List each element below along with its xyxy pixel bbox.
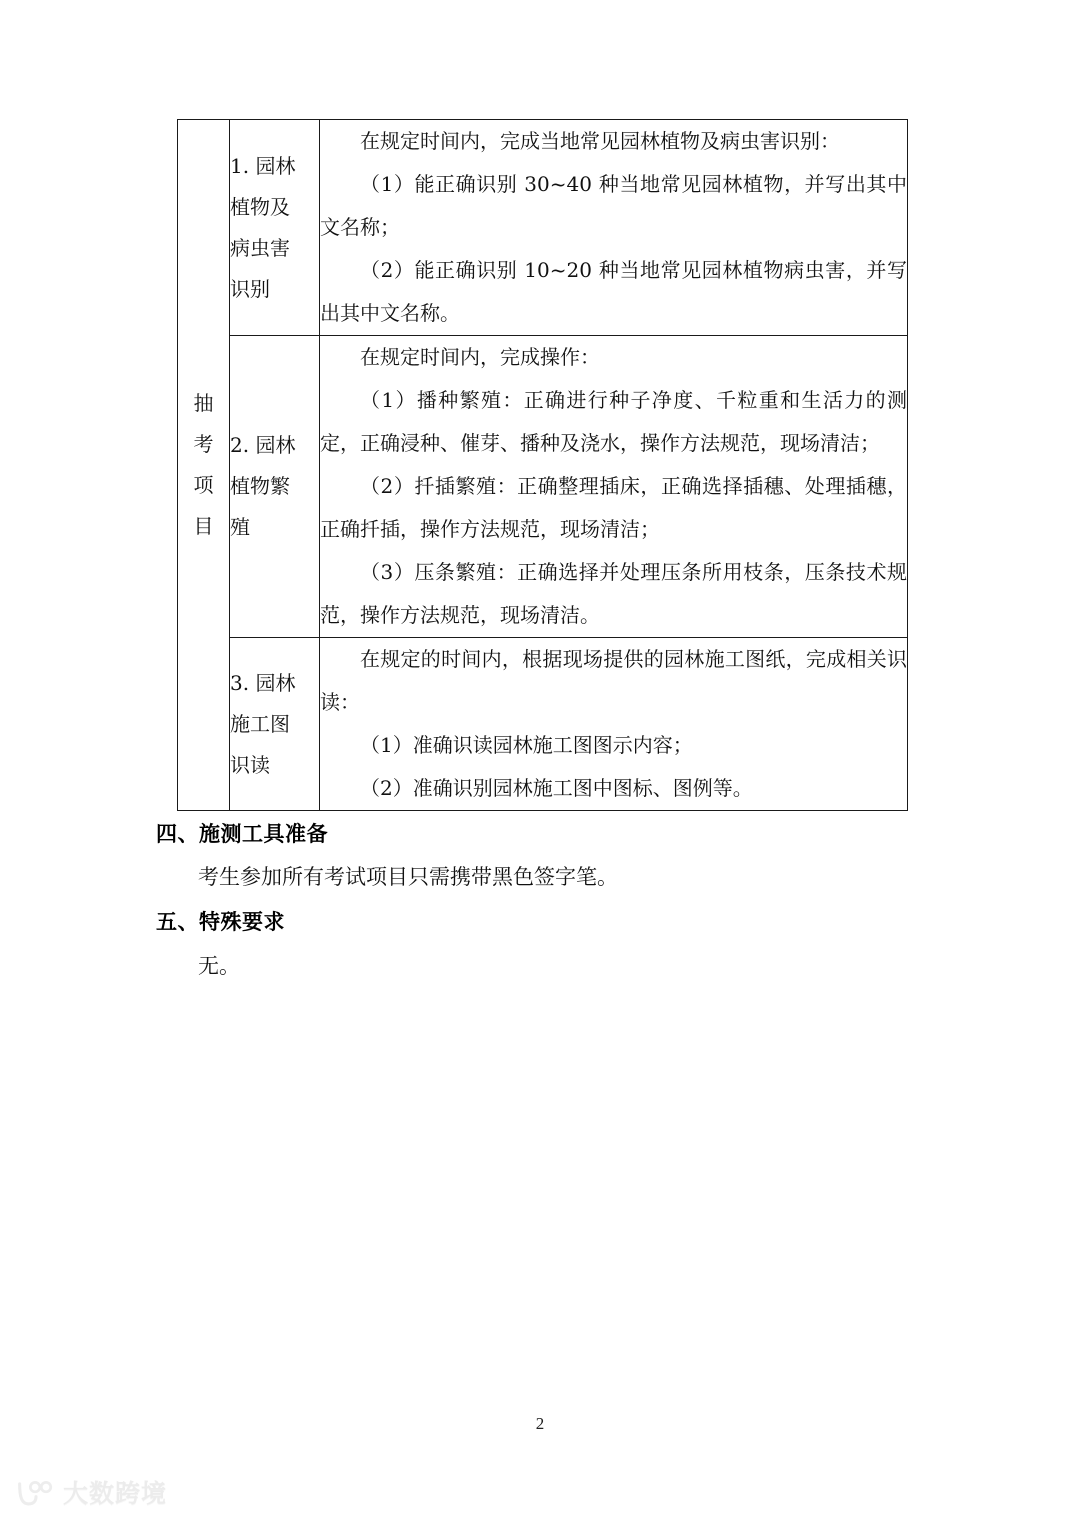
section-heading-tools: 四、施测工具准备 xyxy=(156,821,328,846)
description-paragraph: （1）播种繁殖：正确进行种子净度、千粒重和生活力的测定，正确浸种、催芽、播种及浇水，操作方法规范，现场清洁； xyxy=(320,388,907,455)
description-paragraph: （2）能正确识别 10~20 种当地常见园林植物病虫害，并写出其中文名称。 xyxy=(320,258,907,325)
item-description-cell-3 xyxy=(320,638,908,811)
table-row xyxy=(178,120,908,336)
section-heading-special-requirements: 五、特殊要求 xyxy=(156,909,285,934)
item-name-line: 殖 xyxy=(230,515,250,539)
watermark-text: 大数跨境 xyxy=(63,1478,168,1508)
page-number: 2 xyxy=(535,1414,545,1433)
category-cell-vertical-label xyxy=(178,120,230,811)
item-description-cell-2 xyxy=(320,336,908,638)
item-name-line: 植物繁 xyxy=(230,474,290,498)
table-row xyxy=(178,638,908,811)
table-row xyxy=(178,336,908,638)
section-body-special-requirements: 无。 xyxy=(198,954,240,978)
description-paragraph: （2）扦插繁殖：正确整理插床，正确选择插穗、处理插穗，正确扦插，操作方法规范，现场清洁； xyxy=(320,474,907,541)
item-name-line: 识别 xyxy=(230,276,270,301)
category-char: 目 xyxy=(193,514,214,538)
description-paragraph: 在规定时间内，完成当地常见园林植物及病虫害识别： xyxy=(360,129,840,153)
description-paragraph: 在规定时间内，完成操作： xyxy=(360,345,600,369)
item-name-line: 2. 园林 xyxy=(230,433,296,457)
item-name-cell-3 xyxy=(230,638,320,811)
item-name-line: 识读 xyxy=(230,752,270,777)
category-char: 项 xyxy=(193,473,214,497)
description-paragraph: 在规定的时间内，根据现场提供的园林施工图纸，完成相关识读： xyxy=(320,647,907,714)
section-body-tools: 考生参加所有考试项目只需携带黑色签字笔。 xyxy=(198,865,618,889)
description-paragraph: （1）能正确识别 30~40 种当地常见园林植物，并写出其中文名称； xyxy=(320,172,907,239)
watermark xyxy=(16,1478,167,1508)
item-name-line: 施工图 xyxy=(230,711,290,736)
description-paragraph: （3）压条繁殖：正确选择并处理压条所用枝条，压条技术规范，操作方法规范，现场清洁。 xyxy=(320,560,907,627)
item-name-cell-2 xyxy=(230,336,320,638)
item-name-cell-1 xyxy=(230,120,320,336)
item-name-line: 植物及 xyxy=(230,194,290,219)
description-paragraph: （1）准确识读园林施工图图示内容； xyxy=(360,733,693,757)
category-char: 抽 xyxy=(193,391,214,415)
category-char: 考 xyxy=(193,432,214,456)
item-description-cell-1 xyxy=(320,120,908,336)
description-paragraph: （2）准确识别园林施工图中图标、图例等。 xyxy=(360,776,753,800)
item-name-line: 3. 园林 xyxy=(230,670,296,695)
exam-items-table xyxy=(177,119,908,811)
smiley-eyes-logo-icon xyxy=(16,1478,56,1508)
item-name-line: 1. 园林 xyxy=(230,153,296,178)
item-name-line: 病虫害 xyxy=(230,235,290,260)
